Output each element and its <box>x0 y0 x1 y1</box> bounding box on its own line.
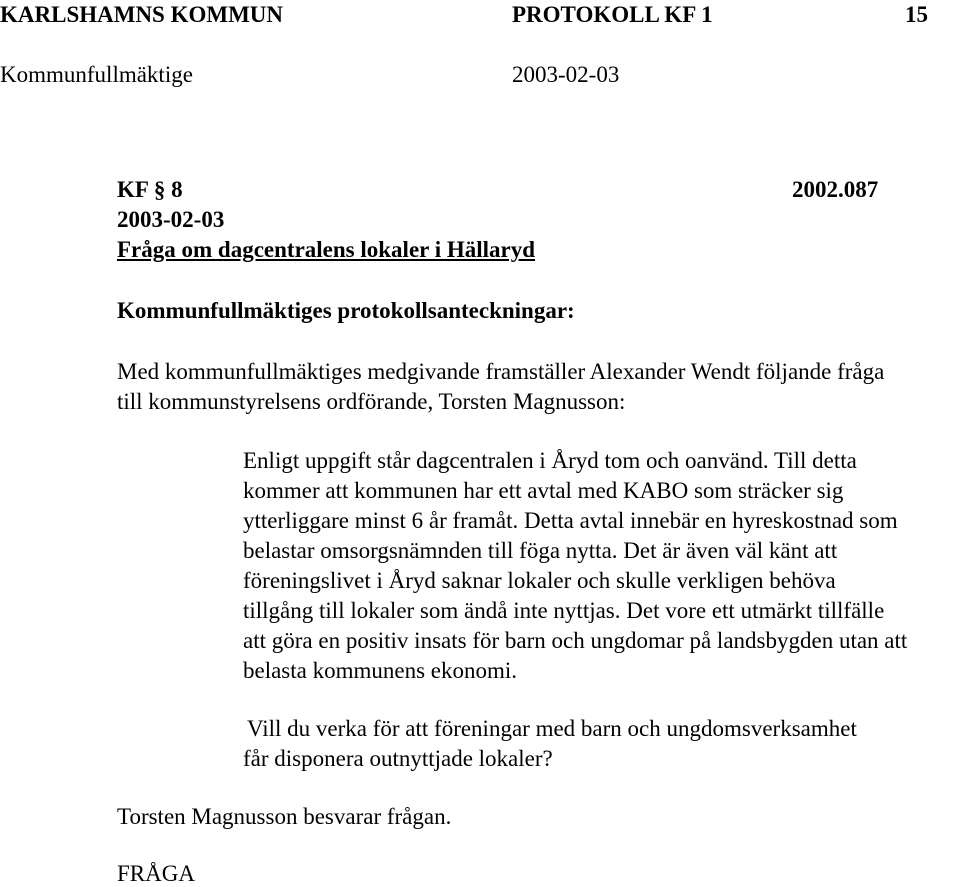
item-title: Fråga om dagcentralens lokaler i Hällaryd <box>117 237 536 262</box>
quote-line: tillgång till lokaler som ändå inte nyttjas. Det vore ett utmärkt tillfälle <box>243 598 885 623</box>
quote-line: Enligt uppgift står dagcentralen i Åryd tom och oanvänd. Till detta <box>243 448 857 473</box>
question-line: Vill du verka för att föreningar med barn och ungdomsverksamhet <box>247 716 857 741</box>
header-body-name: Kommunfullmäktige <box>0 62 193 87</box>
header-page-number: 15 <box>905 2 928 27</box>
footer-label: FRÅGA <box>117 861 195 886</box>
answer-line: Torsten Magnusson besvarar frågan. <box>117 804 452 829</box>
header-date: 2003-02-03 <box>512 62 620 87</box>
quote-line: kommer att kommunen har ett avtal med KABO som sträcker sig <box>243 478 844 503</box>
quote-line: föreningslivet i Åryd saknar lokaler och skulle verkligen behöva <box>243 568 836 593</box>
quote-line: att göra en positiv insats för barn och ungdomar på landsbygden utan att <box>243 628 908 653</box>
item-date: 2003-02-03 <box>117 207 225 232</box>
header-doc-type: PROTOKOLL KF 1 <box>512 2 713 27</box>
intro-line: Med kommunfullmäktiges medgivande framställer Alexander Wendt följande fråga <box>117 359 885 384</box>
intro-line: till kommunstyrelsens ordförande, Torsten Magnusson: <box>117 389 626 414</box>
quote-line: belasta kommunens ekonomi. <box>243 658 518 683</box>
item-paragraph: KF § 8 <box>117 177 183 202</box>
quote-line: belastar omsorgsnämnden till föga nytta. Det är även väl känt att <box>243 538 838 563</box>
section-heading: Kommunfullmäktiges protokollsanteckningar: <box>117 298 575 323</box>
item-case-number: 2002.087 <box>792 177 879 202</box>
quote-line: ytterliggare minst 6 år framåt. Detta avtal innebär en hyreskostnad som <box>243 508 898 533</box>
question-line: får disponera outnyttjade lokaler? <box>243 746 553 771</box>
header-org: KARLSHAMNS KOMMUN <box>0 2 284 27</box>
